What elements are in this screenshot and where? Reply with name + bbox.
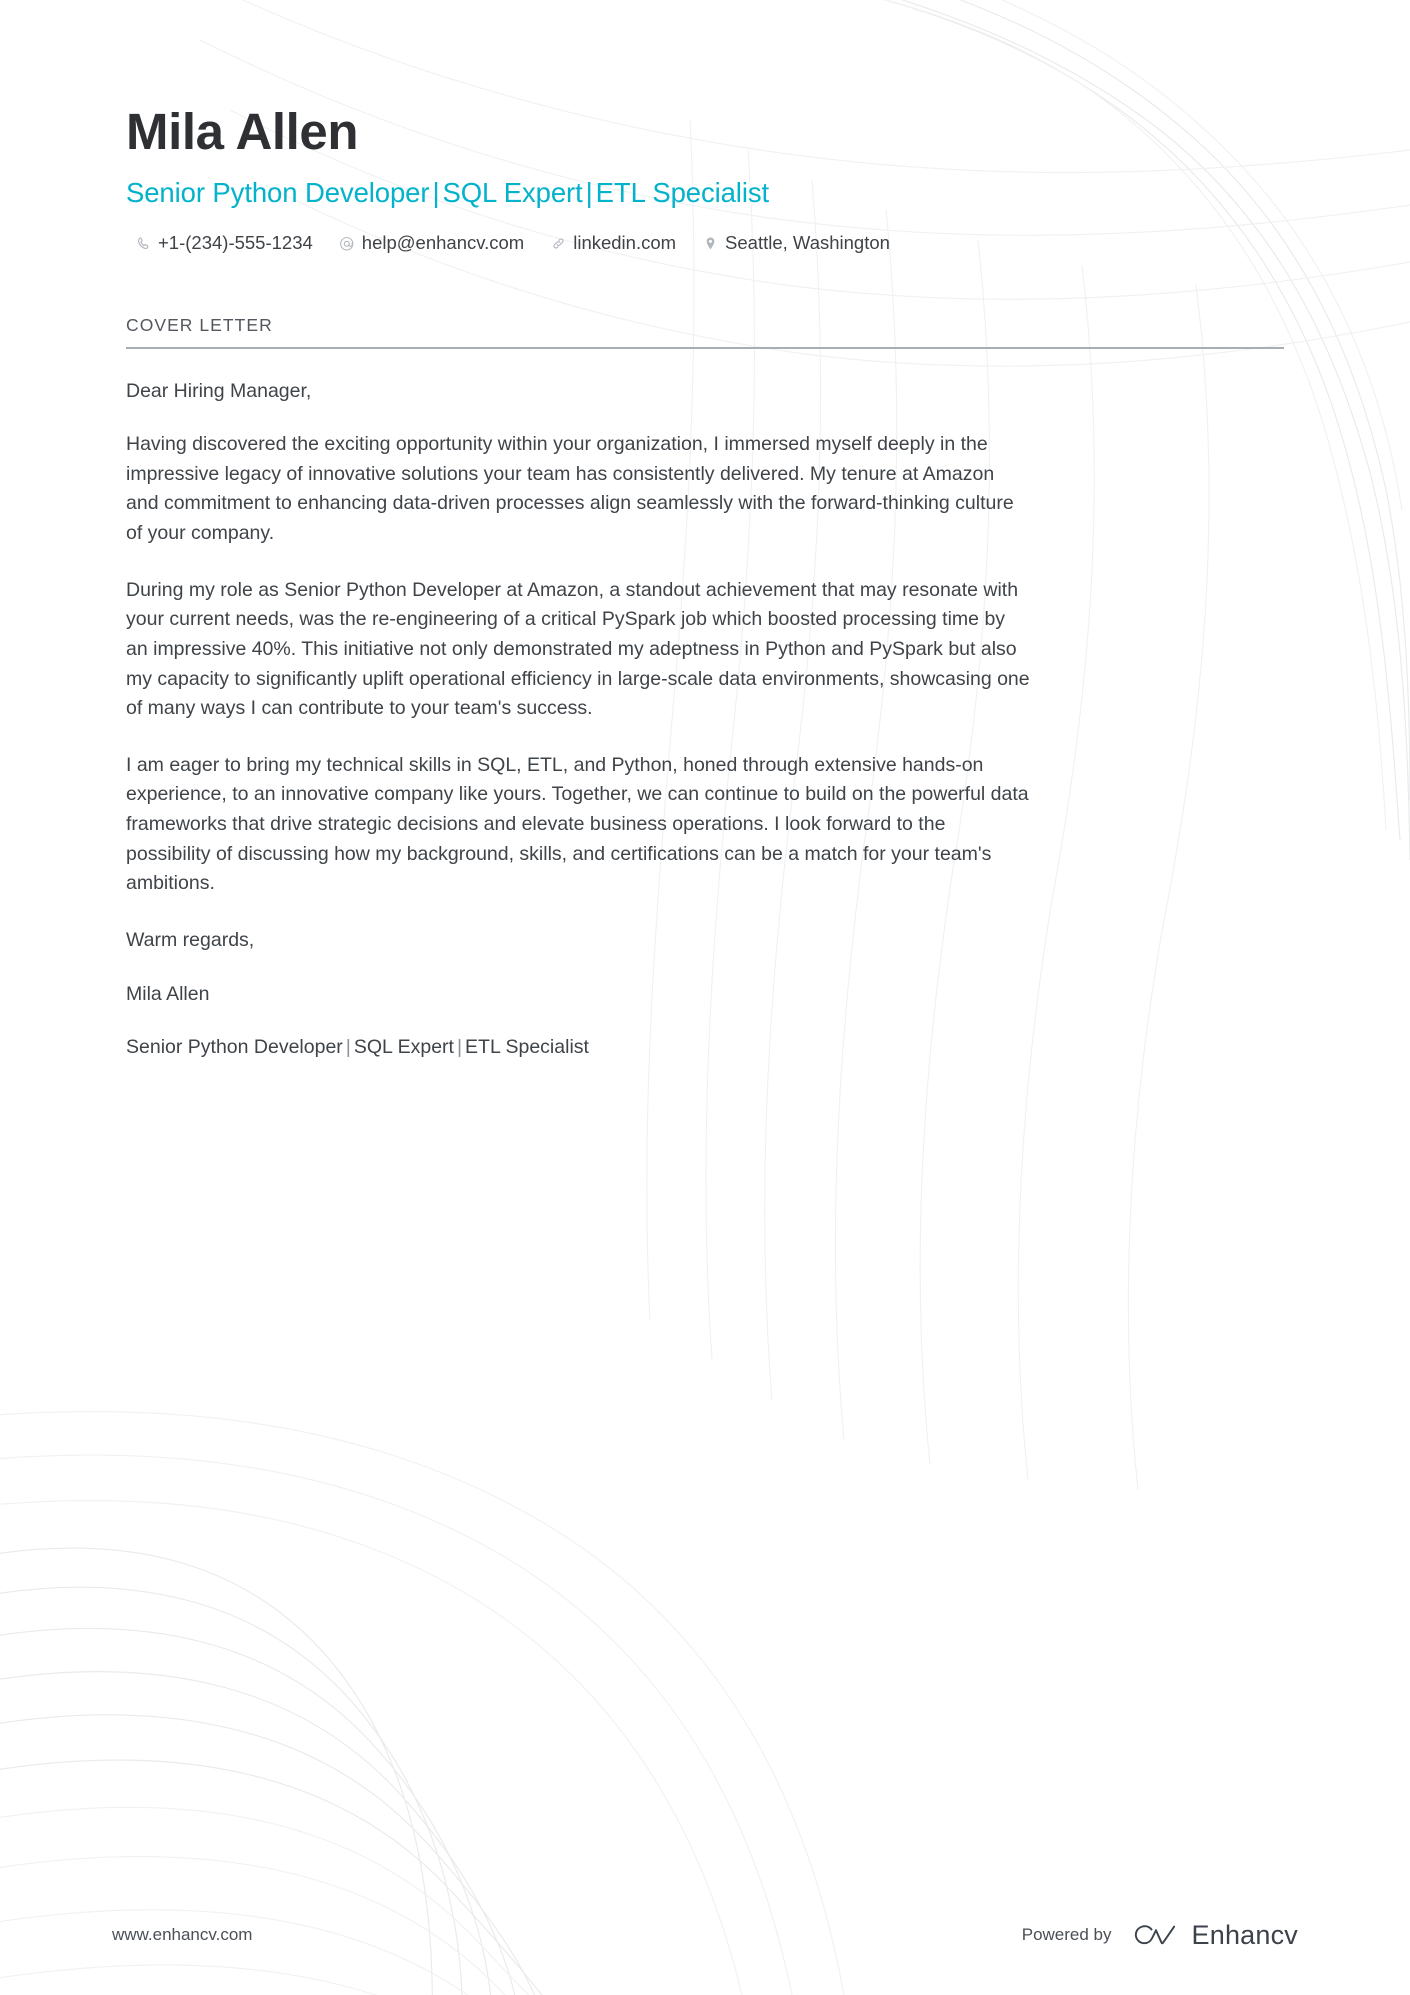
contact-linkedin-text: linkedin.com xyxy=(573,232,677,254)
headline-separator-1: | xyxy=(432,177,440,209)
contact-phone[interactable] xyxy=(135,234,313,253)
signature-title-part-3: ETL Specialist xyxy=(465,1036,589,1059)
cover-letter-section xyxy=(126,315,1284,1063)
letter-body xyxy=(126,377,1284,1063)
letter-closing: Warm regards, xyxy=(126,928,255,951)
letter-paragraph-1: Having discovered the exciting opportunity within your organization, I immersed myself deeply in the impressive legacy of innovative solutions your team has consistently delivered. My tenure at Amazon and commitment to enhancing data-driven processes align seamlessly with the forward-thinking culture of your company. xyxy=(126,433,1014,545)
enhancv-brand-lockup[interactable] xyxy=(1130,1920,1298,1951)
page-footer xyxy=(0,1875,1410,1995)
headline-separator-2: | xyxy=(585,177,593,209)
phone-icon xyxy=(135,235,151,251)
location-pin-icon xyxy=(702,235,718,251)
professional-headline xyxy=(126,176,1284,209)
link-icon xyxy=(550,235,566,251)
section-heading: COVER LETTER xyxy=(126,315,1284,349)
signature-title-part-1: Senior Python Developer xyxy=(126,1036,343,1059)
contact-email-text: help@enhancv.com xyxy=(361,232,525,254)
contact-row xyxy=(126,234,1284,253)
headline-part-1: Senior Python Developer xyxy=(126,177,430,209)
contact-linkedin[interactable] xyxy=(550,234,676,253)
contact-location xyxy=(702,234,890,253)
enhancv-logo-icon xyxy=(1130,1920,1180,1950)
resume-header xyxy=(126,0,1284,253)
powered-by-label: Powered by xyxy=(1021,1925,1112,1944)
email-icon xyxy=(339,235,355,251)
enhancv-brand-name: Enhancv xyxy=(1191,1919,1298,1950)
page-title: Mila Allen xyxy=(126,103,359,160)
letter-salutation: Dear Hiring Manager, xyxy=(126,379,312,402)
letter-paragraph-3: I am eager to bring my technical skills in SQL, ETL, and Python, honed through extensive hands-on experience, to an innovative company like yours. Together, we can continue to build on the powerful data frameworks that drive strategic decisions and elevate business operations. I look forward to the possibility of discussing how my background, skills, and certifications can be a match for your team's ambitions. xyxy=(126,753,1029,895)
footer-branding xyxy=(1022,1920,1298,1951)
footer-website-url[interactable]: www.enhancv.com xyxy=(112,1925,253,1944)
headline-part-3: ETL Specialist xyxy=(595,177,770,209)
headline-part-2: SQL Expert xyxy=(442,177,583,209)
contact-phone-text: +1-(234)-555-1234 xyxy=(158,232,313,254)
contact-email[interactable] xyxy=(339,234,524,253)
contact-location-text: Seattle, Washington xyxy=(725,232,890,254)
signature-name: Mila Allen xyxy=(126,982,210,1005)
signature-separator-2: | xyxy=(456,1036,463,1059)
signature-separator-1: | xyxy=(345,1036,351,1059)
signature-title xyxy=(126,1033,1031,1063)
signature-title-part-2: SQL Expert xyxy=(353,1036,454,1059)
letter-paragraph-2: During my role as Senior Python Developer at Amazon, a standout achievement that may resonate with your current needs, was the re-engineering of a critical PySpark job which boosted processing time by an impressive 40%. This initiative not only demonstrated my adeptness in Python and PySpark but also my capacity to significantly uplift operational efficiency in large-scale data environments, showcasing one of many ways I can contribute to your team's success. xyxy=(126,578,1030,720)
